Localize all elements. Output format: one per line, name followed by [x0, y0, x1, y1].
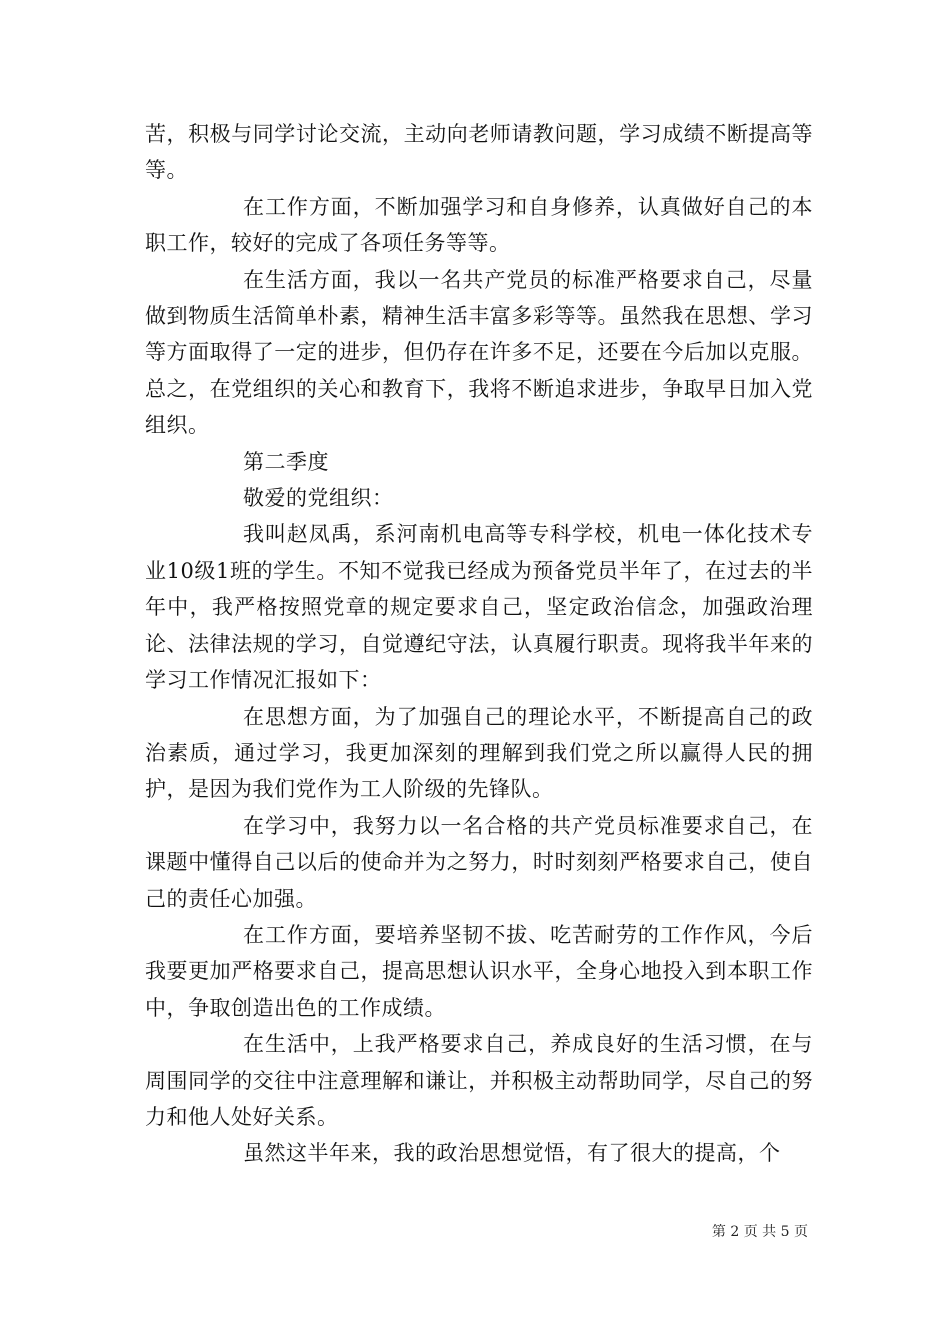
- paragraph-8: 在学习中，我努力以一名合格的共产党员标准要求自己，在课题中懂得自己以后的使命并为之努力，时时刻刻严格要求自己，使自己的责任心加强。: [145, 813, 813, 911]
- page-number-footer: 第 2 页 共 5 页: [711, 1224, 808, 1240]
- salutation: 敬爱的党组织：: [243, 486, 394, 511]
- paragraph-9: 在工作方面，要培养坚韧不拔、吃苦耐劳的工作作风，今后我要更加严格要求自己，提高思想认识水平，全身心地投入到本职工作中，争取创造出色的工作成绩。: [145, 922, 813, 1020]
- paragraph-10: 在生活中，上我严格要求自己，养成良好的生活习惯，在与周围同学的交往中注意理解和谦让，并积极主动帮助同学，尽自己的努力和他人处好关系。: [145, 1032, 813, 1129]
- paragraph-7: 在思想方面，为了加强自己的理论水平，不断提高自己的政治素质，通过学习，我更加深刻的理解到我们党之所以赢得人民的拥护，是因为我们党作为工人阶级的先锋队。: [145, 704, 813, 802]
- section-heading: 第二季度: [243, 449, 329, 474]
- paragraph-11: 虽然这半年来，我的政治思想觉悟，有了很大的提高，个: [243, 1141, 781, 1166]
- paragraph-1: 苦，积极与同学讨论交流，主动向老师请教问题，学习成绩不断提高等等。: [145, 122, 813, 183]
- paragraph-3: 在生活方面，我以一名共产党员的标准严格要求自己，尽量做到物质生活简单朴素，精神生活丰富多彩等等。虽然我在思想、学习等方面取得了一定的进步，但仍存在许多不足，还要在今后加以克服。总之，在党组织的关心和教育下，我将不断追求进步，争取早日加入党组织。: [145, 267, 813, 438]
- paragraph-2: 在工作方面，不断加强学习和自身修养，认真做好自己的本职工作，较好的完成了各项任务等等。: [145, 194, 813, 256]
- document-body: [145, 116, 813, 1172]
- paragraph-6: 我叫赵凤禹，系河南机电高等专科学校，机电一体化技术专业10级1班的学生。不知不觉我已经成为预备党员半年了，在过去的半年中，我严格按照党章的规定要求自己，坚定政治信念，加强政治理论、法律法规的学习，自觉遵纪守法，认真履行职责。现将我半年来的学习工作情况汇报如下：: [145, 522, 813, 693]
